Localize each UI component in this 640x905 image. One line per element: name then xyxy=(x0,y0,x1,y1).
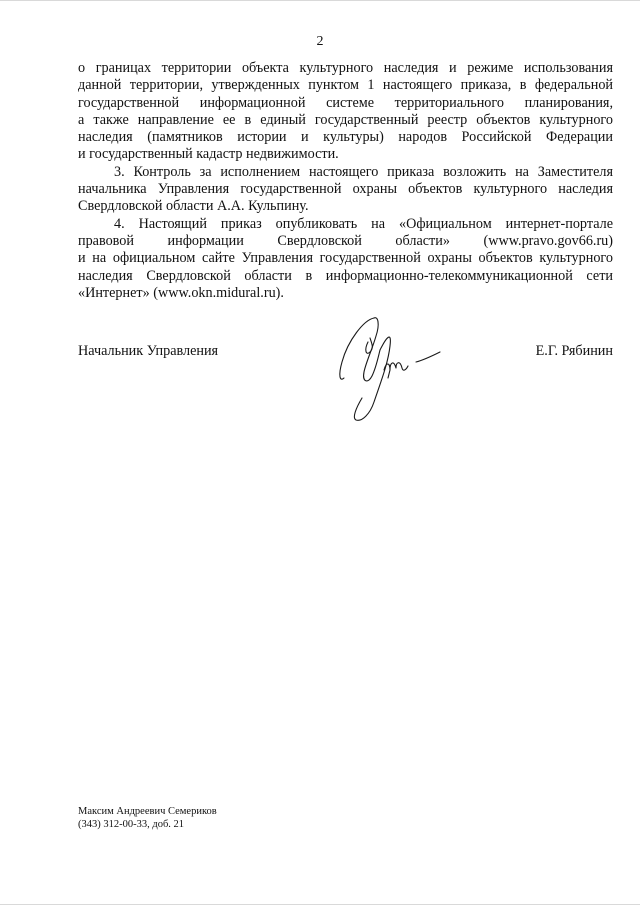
paragraph-item-3-control xyxy=(78,164,613,216)
text-line: наследия (памятников истории и культуры) народов Российской Федерации xyxy=(78,129,613,146)
signatory-name: Е.Г. Рябинин xyxy=(535,343,613,359)
text-line: начальника Управления государственной охраны объектов культурного наследия xyxy=(78,181,613,198)
text-line: Свердловской области А.А. Кульпину. xyxy=(78,198,309,215)
text-line: «Интернет» (www.okn.midural.ru). xyxy=(78,284,284,301)
executor-info xyxy=(78,806,217,831)
page-number: 2 xyxy=(316,34,324,49)
text-line: государственной информационной системе территориального планирования, xyxy=(78,94,613,111)
handwritten-signature xyxy=(334,312,454,430)
text-line: наследия Свердловской области в информационно-телекоммуникационной сети xyxy=(78,267,613,284)
text-line: данной территории, утвержденных пунктом 1 настоящего приказа, в федеральной xyxy=(78,77,613,94)
paragraph-item-4-publication xyxy=(78,216,613,302)
executor-name: Максим Андреевич Семериков xyxy=(78,806,217,817)
body-text xyxy=(78,60,613,302)
text-line: и на официальном сайте Управления государственной охраны объектов культурного xyxy=(78,250,613,267)
text-line: 3. Контроль за исполнением настоящего приказа возложить на Заместителя xyxy=(114,163,613,180)
top-edge-line xyxy=(0,0,640,1)
text-line: о границах территории объекта культурного наследия и режиме использования xyxy=(78,60,613,76)
executor-phone: (343) 312-00-33, доб. 21 xyxy=(78,818,185,830)
text-line: и государственный кадастр недвижимости. xyxy=(78,146,339,163)
text-line: 4. Настоящий приказ опубликовать на «Официальном интернет-портале xyxy=(114,215,613,232)
text-line: правовой информации Свердловской области» (www.pravo.gov66.ru) xyxy=(78,232,613,249)
signatory-position: Начальник Управления xyxy=(78,343,219,359)
paragraph-territory-info xyxy=(78,60,613,164)
text-line: а также направление ее в единый государственный реестр объектов культурного xyxy=(78,111,613,128)
